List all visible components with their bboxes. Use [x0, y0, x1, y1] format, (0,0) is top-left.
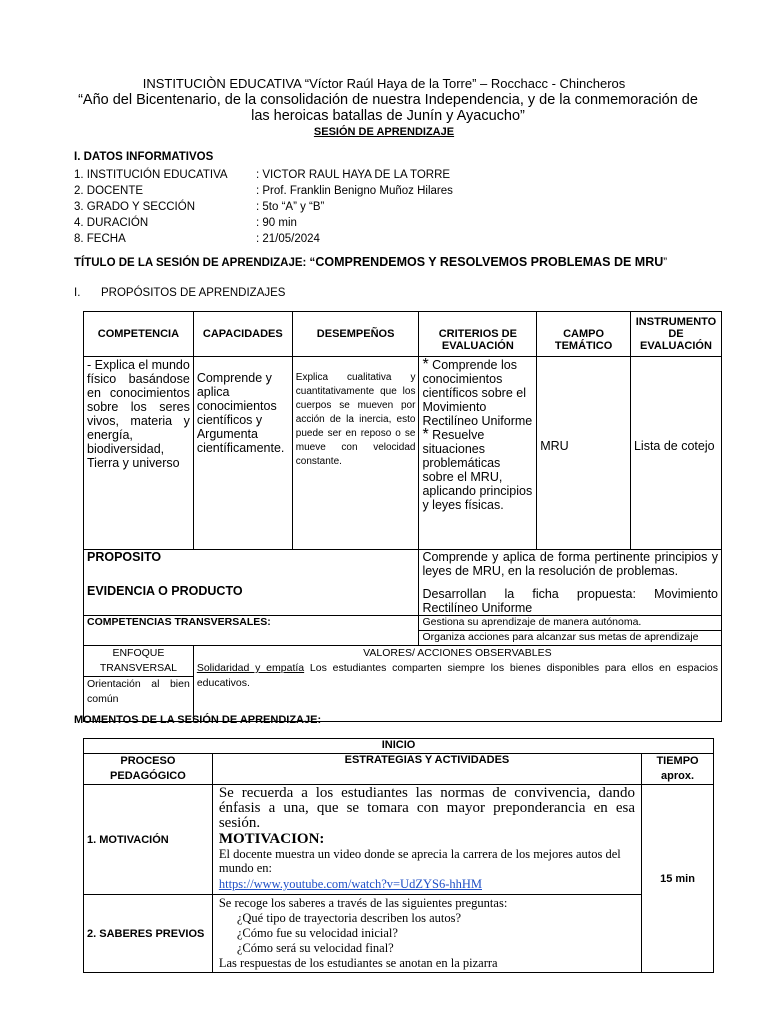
transversal-1: Gestiona su aprendizaje de manera autónoma.	[419, 616, 722, 631]
campo-cell: MRU	[537, 357, 631, 550]
motivacion-title: MOTIVACION:	[218, 831, 325, 847]
bullet: *	[422, 426, 429, 443]
datos-label: 1. INSTITUCIÓN EDUCATIVA	[74, 169, 228, 181]
criterios-cell	[419, 357, 537, 550]
saberes-intro: Se recoge los saberes a través de las siguientes preguntas:	[218, 896, 508, 910]
time-cell: 15 min	[642, 785, 714, 973]
proposito-evidencia-labels	[84, 550, 419, 616]
datos-value: : Prof. Franklin Benigno Muñoz Hilares	[256, 185, 453, 197]
instrumento-cell: Lista de cotejo	[630, 357, 721, 550]
propositos-table	[83, 311, 722, 722]
institution-line: INSTITUCIÒN EDUCATIVA “Víctor Raúl Haya de la Torre” – Rocchacc - Chincheros	[142, 76, 626, 91]
motivacion-text: El docente muestra un video donde se aprecia la carrera de los mejores autos del mundo en:	[218, 847, 621, 875]
propositos-num: I.	[74, 287, 81, 299]
header-campo: CAMPO TEMÁTICO	[537, 312, 631, 357]
motivacion-label: 1. MOTIVACIÓN	[84, 785, 213, 895]
year-line: “Año del Bicentenario, de la consolidación de nuestra Independencia, y de la conmemoración de las heroicas batallas de Junín y Ayacucho”	[78, 92, 698, 124]
desempenos-cell: Explica cualitativa y cuantitativamente que los cuerpos se mueven por acción de la inercia, esto puede ser en reposo o se mueve con velocidad constante.	[292, 357, 419, 550]
datos-value: : 5to “A” y “B”	[256, 201, 325, 213]
question-3: ¿Cómo será su velocidad final?	[236, 941, 394, 955]
datos-values	[256, 167, 453, 247]
proposito-evidencia-text	[419, 550, 722, 616]
header-capacidades: CAPACIDADES	[193, 312, 292, 357]
evidencia-label: EVIDENCIA O PRODUCTO	[87, 584, 243, 598]
saberes-end: Las respuestas de los estudiantes se anotan en la pizarra	[218, 956, 498, 970]
transversales-label: COMPETENCIAS TRANSVERSALES:	[84, 616, 419, 646]
header-estrategias: ESTRATEGIAS Y ACTIVIDADES	[212, 754, 641, 785]
datos-value: : VICTOR RAUL HAYA DE LA TORRE	[256, 169, 451, 181]
enfoque-value: Orientación al bien común	[84, 677, 194, 722]
bullet: *	[422, 356, 429, 373]
datos-label: 4. DURACIÓN	[74, 217, 149, 229]
valor-text: Los estudiantes comparten siempre los bienes disponibles para ellos en espacios educativos.	[196, 662, 719, 689]
datos-label: 3. GRADO Y SECCIÓN	[74, 201, 195, 213]
video-link[interactable]: https://www.youtube.com/watch?v=UdZYS6-hhHM	[218, 877, 482, 891]
datos-labels	[74, 167, 228, 247]
propositos-heading: PROPÓSITOS DE APRENDIZAJES	[101, 287, 286, 299]
momentos-table	[83, 738, 714, 973]
session-topic	[74, 255, 667, 269]
proposito-text: Comprende y aplica de forma pertinente principios y leyes de MRU, en la resolución de problemas.	[422, 550, 718, 578]
valores-cell	[193, 646, 721, 722]
criterio-1: Comprende los conocimientos científicos sobre el Movimiento Rectilíneo Uniforme	[422, 358, 533, 428]
saberes-label: 2. SABERES PREVIOS	[84, 895, 213, 973]
datos-value: : 90 min	[256, 217, 297, 229]
proposito-label: PROPOSITO	[87, 550, 162, 564]
datos-heading: I. DATOS INFORMATIVOS	[74, 151, 214, 163]
topic-close: ”	[663, 257, 668, 269]
question-2: ¿Cómo fue su velocidad inicial?	[236, 926, 398, 940]
header-criterios: CRITERIOS DE EVALUACIÓN	[419, 312, 537, 357]
datos-label: 8. FECHA	[74, 233, 126, 245]
motivacion-cell	[212, 785, 641, 895]
topic-value: COMPRENDEMOS Y RESOLVEMOS PROBLEMAS DE MRU	[315, 255, 664, 269]
motivacion-intro: Se recuerda a los estudiantes las normas de convivencia, dando énfasis a una, que se tomara con mayor preponderancia en esa sesión.	[218, 785, 636, 831]
evidencia-text: Desarrollan la ficha propuesta: Movimiento Rectilíneo Uniforme	[422, 587, 718, 615]
competencia-cell: - Explica el mundo físico basándose en conocimientos sobre los seres vivos, materia y energía, biodiversidad, Tierra y universo	[84, 357, 194, 550]
header-instrumento: INSTRUMENTO DE EVALUACIÓN	[630, 312, 721, 357]
header-competencia: COMPETENCIA	[84, 312, 194, 357]
datos-value: : 21/05/2024	[256, 233, 320, 245]
datos-label: 2. DOCENTE	[74, 185, 144, 197]
header-tiempo: TIEMPO aprox.	[642, 754, 714, 785]
session-title: SESIÓN DE APRENDIZAJE	[313, 126, 455, 138]
header-proceso: PROCESO PEDAGÓGICO	[84, 754, 213, 785]
valor-underlined: Solidaridad y empatía	[196, 662, 305, 674]
criterio-2: Resuelve situaciones problemáticas sobre el MRU, aplicando principios y leyes físicas.	[422, 428, 533, 512]
inicio-label: INICIO	[84, 739, 714, 754]
topic-label: TÍTULO DE LA SESIÓN DE APRENDIZAJE: “	[74, 257, 316, 269]
enfoque-label: ENFOQUE TRANSVERSAL	[84, 646, 194, 677]
header-desempenos: DESEMPEÑOS	[292, 312, 419, 357]
question-1: ¿Qué tipo de trayectoria describen los autos?	[236, 911, 462, 925]
transversal-2: Organiza acciones para alcanzar sus metas de aprendizaje	[419, 631, 722, 646]
momentos-heading: MOMENTOS DE LA SESIÓN DE APRENDIZAJE:	[74, 714, 322, 726]
valores-label: VALORES/ ACCIONES OBSERVABLES	[363, 647, 552, 659]
capacidades-cell: Comprende y aplica conocimientos científicos y Argumenta científicamente.	[193, 357, 292, 550]
saberes-cell	[212, 895, 641, 973]
